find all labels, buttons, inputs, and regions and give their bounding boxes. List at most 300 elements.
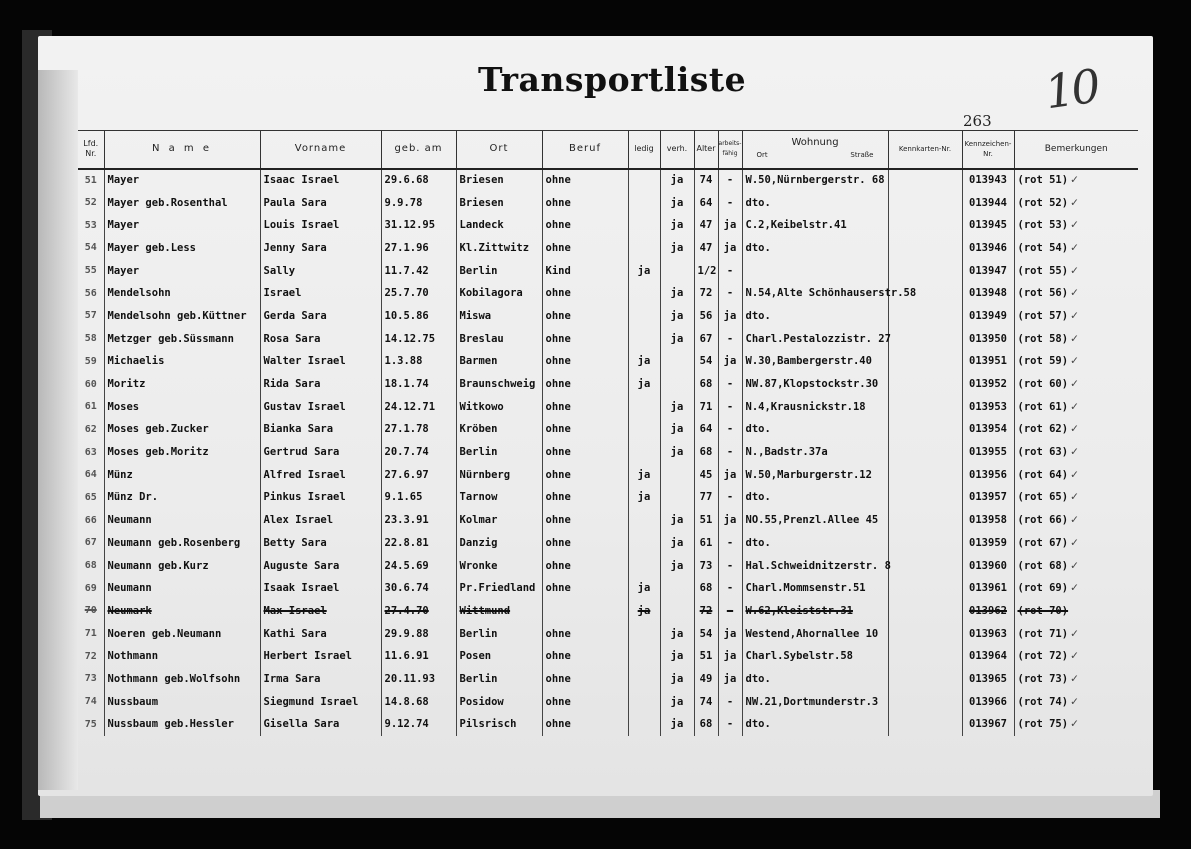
row-wohnung [742,282,917,305]
row-alter-text: 67 [699,332,713,345]
row-nr [78,622,104,645]
row-alter-text: 54 [699,627,713,640]
col-ledig: ledig [628,131,660,169]
row-ledig-text: ja [637,582,651,595]
row-kennzeichen-nr [962,282,1014,305]
row-ort-text: Kröben [459,423,498,436]
row-kennzeichen-nr [962,713,1014,736]
row-kennzeichen-nr-text: 013964 [969,650,1007,663]
row-alter-text: 68 [699,446,713,459]
row-arbeitsfaehig-text: - [726,400,734,413]
checkmark-icon: ✓ [1070,287,1079,300]
row-beruf-text: ohne [545,219,571,232]
row-kennkarten-nr [888,305,962,328]
row-beruf-text: ohne [545,536,571,549]
row-nr [78,554,104,577]
row-beruf-text: ohne [545,241,571,254]
row-name-text: Neumann geb.Kurz [107,559,209,572]
row-vorname [260,191,381,214]
row-bemerkungen-text: (rot 75) [1017,718,1069,731]
row-wohnung [742,668,888,691]
row-name [104,237,260,260]
row-vorname-text: Jenny Sara [263,241,327,254]
row-ort [456,509,542,532]
row-wohnung-text: dto. [745,309,771,322]
row-alter-text: 71 [699,400,713,413]
row-alter [694,441,718,464]
row-vorname [260,305,381,328]
row-beruf [542,441,628,464]
row-ledig [628,668,660,691]
row-ort-text: Nürnberg [459,468,511,481]
row-ort [456,622,542,645]
row-ledig [628,600,660,623]
row-alter [694,418,718,441]
row-wohnung-text: W.50,Marburgerstr.12 [745,468,872,481]
row-name-text: Mayer [107,264,140,277]
row-geb-am-text: 29.6.68 [384,174,429,187]
table-row [78,532,1138,555]
row-alter-text: 77 [699,491,713,504]
row-nr-text: 66 [84,514,97,526]
row-alter-text: 68 [699,582,713,595]
row-alter [694,214,718,237]
row-name-text: Neumann [107,514,152,527]
row-wohnung [742,259,888,282]
row-geb-am [381,214,456,237]
row-nr [78,327,104,350]
handwritten-number: 10 [1041,58,1102,120]
row-verh-text: ja [670,536,684,549]
row-kennzeichen-nr [962,327,1014,350]
checkmark-icon: ✓ [1070,695,1079,708]
row-arbeitsfaehig [718,486,742,509]
row-alter [694,713,718,736]
row-bemerkungen [1014,713,1138,736]
row-ledig [628,441,660,464]
row-alter [694,259,718,282]
row-geb-am [381,373,456,396]
row-alter [694,645,718,668]
row-verh-text: ja [670,718,684,731]
row-kennzeichen-nr [962,214,1014,237]
table-header-row [78,131,1138,169]
row-arbeitsfaehig-text: - [726,582,734,595]
row-nr-text: 51 [84,174,97,186]
row-bemerkungen [1014,395,1138,418]
row-kennkarten-nr [888,622,962,645]
row-name [104,282,260,305]
checkmark-icon: ✓ [1070,468,1079,481]
row-ledig-text: ja [637,468,651,481]
row-nr [78,463,104,486]
row-bemerkungen [1014,668,1138,691]
row-nr-text: 64 [84,469,97,481]
row-nr-text: 70 [84,605,97,617]
row-name-text: Noeren geb.Neumann [107,627,222,640]
row-beruf [542,350,628,373]
row-kennzeichen-nr-text: 013960 [969,559,1007,572]
row-alter [694,463,718,486]
row-vorname [260,713,381,736]
row-vorname-text: Gerda Sara [263,309,327,322]
checkmark-icon: ✓ [1070,446,1079,459]
row-name [104,622,260,645]
row-beruf-text: ohne [545,491,571,504]
row-kennkarten-nr [888,600,962,623]
row-kennzeichen-nr [962,509,1014,532]
row-vorname [260,690,381,713]
row-geb-am [381,441,456,464]
row-verh-text: ja [670,309,684,322]
row-bemerkungen [1014,418,1138,441]
checkmark-icon: ✓ [1070,627,1079,640]
row-nr-text: 65 [84,491,97,503]
checkmark-icon: ✓ [1070,264,1079,277]
row-vorname [260,463,381,486]
row-verh-text: ja [670,514,684,527]
row-wohnung [742,577,888,600]
row-arbeitsfaehig-text: ja [723,355,737,368]
row-geb-am-text: 18.1.74 [384,378,429,391]
row-nr-text: 69 [84,582,97,594]
row-kennkarten-nr [888,690,962,713]
row-ledig [628,191,660,214]
row-geb-am [381,282,456,305]
row-beruf [542,600,628,623]
row-beruf-text: ohne [545,287,571,300]
row-arbeitsfaehig-text: ja [723,468,737,481]
row-ledig [628,373,660,396]
row-ort-text: Landeck [459,219,504,232]
row-geb-am [381,645,456,668]
row-name-text: Mayer geb.Less [107,241,197,254]
row-wohnung [742,486,888,509]
row-vorname [260,441,381,464]
checkmark-icon: ✓ [1070,423,1079,436]
col-arbeitsfaehig: arbeits-fähig [718,131,742,169]
row-nr-text: 61 [84,401,97,413]
row-arbeitsfaehig [718,463,742,486]
row-vorname-text: Paula Sara [263,196,327,209]
row-wohnung-text: Charl.Sybelstr.58 [745,650,853,663]
checkmark-icon: ✓ [1070,718,1079,731]
row-ledig [628,486,660,509]
row-name [104,327,260,350]
row-beruf [542,327,628,350]
row-ledig-text: ja [637,264,651,277]
row-geb-am-text: 9.12.74 [384,718,429,731]
row-nr-text: 52 [84,197,97,209]
row-verh [660,169,694,192]
row-nr-text: 74 [84,696,97,708]
row-arbeitsfaehig [718,373,742,396]
row-wohnung [742,690,888,713]
row-name [104,350,260,373]
row-bemerkungen-text: (rot 52) [1017,196,1069,209]
row-ledig [628,463,660,486]
row-vorname-text: Herbert Israel [263,650,353,663]
row-ort [456,463,542,486]
row-beruf-text: ohne [545,378,571,391]
row-verh [660,600,694,623]
row-nr-text: 75 [84,718,97,730]
row-ledig [628,327,660,350]
row-bemerkungen-text: (rot 69) [1017,582,1069,595]
row-ledig [628,237,660,260]
row-ort [456,600,542,623]
row-nr [78,282,104,305]
row-ort [456,191,542,214]
row-ort-text: Pilsrisch [459,718,517,731]
row-beruf [542,373,628,396]
row-beruf [542,282,628,305]
table-row [78,214,1138,237]
row-arbeitsfaehig-text: - [726,695,734,708]
row-alter-text: 74 [699,174,713,187]
row-geb-am-text: 27.6.97 [384,468,429,481]
table-row [78,554,1138,577]
checkmark-icon: ✓ [1070,650,1079,663]
row-verh [660,713,694,736]
row-verh [660,486,694,509]
row-bemerkungen [1014,554,1138,577]
row-geb-am [381,191,456,214]
row-geb-am-text: 9.9.78 [384,196,423,209]
row-nr-text: 73 [84,673,97,685]
row-geb-am-text: 31.12.95 [384,219,436,232]
row-beruf [542,418,628,441]
row-arbeitsfaehig [718,577,742,600]
row-kennzeichen-nr-text: 013962 [969,604,1007,617]
row-geb-am-text: 20.11.93 [384,672,436,685]
row-kennkarten-nr [888,463,962,486]
row-wohnung [742,463,888,486]
row-wohnung-text: N.4,Krausnickstr.18 [745,400,866,413]
row-kennzeichen-nr [962,418,1014,441]
row-vorname-text: Israel [263,287,302,300]
row-geb-am-text: 11.7.42 [384,264,429,277]
table-row [78,600,1138,623]
row-beruf-text: ohne [545,423,571,436]
row-alter-text: 74 [699,695,713,708]
row-arbeitsfaehig-text: - [726,491,734,504]
row-name-text: Moses geb.Moritz [107,446,209,459]
row-verh [660,418,694,441]
row-vorname-text: Isaak Israel [263,582,340,595]
row-kennzeichen-nr [962,373,1014,396]
row-wohnung-text: W.62,Kleiststr.31 [745,604,853,617]
row-wohnung-text: Westend,Ahornallee 10 [745,627,879,640]
row-kennkarten-nr [888,169,962,192]
col-beruf: Beruf [542,131,628,169]
row-kennzeichen-nr [962,668,1014,691]
row-ledig-text: ja [637,378,651,391]
transport-table-wrap [78,130,1138,770]
row-vorname [260,395,381,418]
row-name-text: Nussbaum [107,695,159,708]
row-vorname [260,237,381,260]
row-ort-text: Pr.Friedland [459,582,536,595]
row-ort-text: Kl.Zittwitz [459,241,530,254]
row-nr [78,373,104,396]
col-bemerkungen: Bemerkungen [1014,131,1138,169]
table-row [78,259,1138,282]
checkmark-icon: ✓ [1070,309,1079,322]
row-ort [456,668,542,691]
row-kennzeichen-nr-text: 013943 [969,174,1007,187]
row-alter-text: 72 [699,604,713,617]
row-kennzeichen-nr [962,645,1014,668]
row-alter [694,532,718,555]
row-beruf [542,237,628,260]
row-verh-text: ja [670,559,684,572]
row-ledig [628,259,660,282]
row-ledig-text: ja [637,604,651,617]
row-ort-text: Briesen [459,196,504,209]
row-beruf-text: ohne [545,582,571,595]
row-kennzeichen-nr-text: 013963 [969,627,1007,640]
table-row [78,418,1138,441]
row-name-text: Mayer [107,219,140,232]
row-nr [78,645,104,668]
row-name-text: Mayer geb.Rosenthal [107,196,228,209]
checkmark-icon: ✓ [1070,196,1079,209]
row-ort-text: Wronke [459,559,498,572]
row-wohnung-text: C.2,Keibelstr.41 [745,219,847,232]
row-ort [456,259,542,282]
row-geb-am [381,463,456,486]
row-kennkarten-nr [888,237,962,260]
row-beruf [542,690,628,713]
row-bemerkungen [1014,577,1138,600]
row-verh-text: ja [670,650,684,663]
col-nr: Lfd. Nr. [78,131,104,169]
row-geb-am-text: 20.7.74 [384,446,429,459]
row-ledig [628,622,660,645]
row-name-text: Michaelis [107,355,165,368]
row-vorname [260,554,381,577]
row-kennzeichen-nr-text: 013951 [969,355,1007,368]
row-kennzeichen-nr [962,237,1014,260]
row-vorname [260,214,381,237]
row-wohnung-text: dto. [745,718,771,731]
row-name [104,214,260,237]
checkmark-icon: ✓ [1070,219,1079,232]
row-wohnung-text: Charl.Mommsenstr.51 [745,582,866,595]
row-arbeitsfaehig [718,713,742,736]
row-kennzeichen-nr-text: 013965 [969,672,1007,685]
row-wohnung [742,554,891,577]
document-title: Transportliste [478,60,747,99]
row-beruf [542,259,628,282]
row-nr-text: 59 [84,355,97,367]
row-bemerkungen-text: (rot 53) [1017,219,1069,232]
row-nr [78,350,104,373]
row-geb-am [381,305,456,328]
row-alter [694,305,718,328]
row-wohnung [742,373,888,396]
table-row [78,577,1138,600]
row-ort-text: Berlin [459,264,498,277]
row-beruf-text: ohne [545,695,571,708]
row-beruf-text: ohne [545,672,571,685]
checkmark-icon: ✓ [1070,559,1079,572]
row-name [104,713,260,736]
row-wohnung-text: dto. [745,196,771,209]
row-kennzeichen-nr [962,191,1014,214]
row-geb-am-text: 30.6.74 [384,582,429,595]
row-geb-am [381,169,456,192]
row-beruf-text: ohne [545,332,571,345]
row-wohnung [742,600,888,623]
row-arbeitsfaehig-text: ja [723,309,737,322]
row-beruf [542,214,628,237]
row-verh-text: ja [670,672,684,685]
row-beruf [542,532,628,555]
row-kennzeichen-nr-text: 013958 [969,514,1007,527]
row-name-text: Mayer [107,174,140,187]
row-beruf-text: ohne [545,627,571,640]
row-name [104,509,260,532]
row-wohnung [742,418,888,441]
row-nr [78,509,104,532]
row-alter-text: 47 [699,241,713,254]
row-beruf [542,395,628,418]
row-kennzeichen-nr-text: 013959 [969,536,1007,549]
row-arbeitsfaehig-text: - [726,264,734,277]
row-wohnung-text: N.54,Alte Schönhauserstr.58 [745,287,917,300]
row-kennzeichen-nr-text: 013961 [969,582,1007,595]
row-verh [660,214,694,237]
col-wohnung-label: Wohnung [791,137,839,149]
row-nr [78,441,104,464]
row-vorname-text: Gertrud Sara [263,446,340,459]
row-geb-am [381,509,456,532]
row-bemerkungen [1014,441,1138,464]
row-bemerkungen-text: (rot 51) [1017,174,1069,187]
row-ort [456,169,542,192]
row-ort [456,214,542,237]
row-alter-text: 54 [699,355,713,368]
row-geb-am-text: 22.8.81 [384,536,429,549]
row-vorname [260,282,381,305]
row-kennzeichen-nr [962,486,1014,509]
row-alter-text: 64 [699,196,713,209]
row-vorname [260,532,381,555]
row-arbeitsfaehig [718,690,742,713]
row-nr [78,600,104,623]
row-name-text: Mendelsohn [107,287,171,300]
row-geb-am-text: 27.1.78 [384,423,429,436]
table-row [78,463,1138,486]
row-name [104,395,260,418]
row-vorname [260,327,381,350]
row-ort-text: Posen [459,650,492,663]
row-ort [456,282,542,305]
row-alter [694,577,718,600]
row-arbeitsfaehig-text: - [726,423,734,436]
row-geb-am [381,600,456,623]
row-kennkarten-nr [888,373,962,396]
row-kennkarten-nr [888,327,962,350]
row-arbeitsfaehig [718,509,742,532]
row-geb-am [381,532,456,555]
row-ledig [628,713,660,736]
row-kennzeichen-nr-text: 013946 [969,241,1007,254]
row-nr [78,191,104,214]
row-wohnung-text: Charl.Pestalozzistr. 27 [745,332,891,345]
